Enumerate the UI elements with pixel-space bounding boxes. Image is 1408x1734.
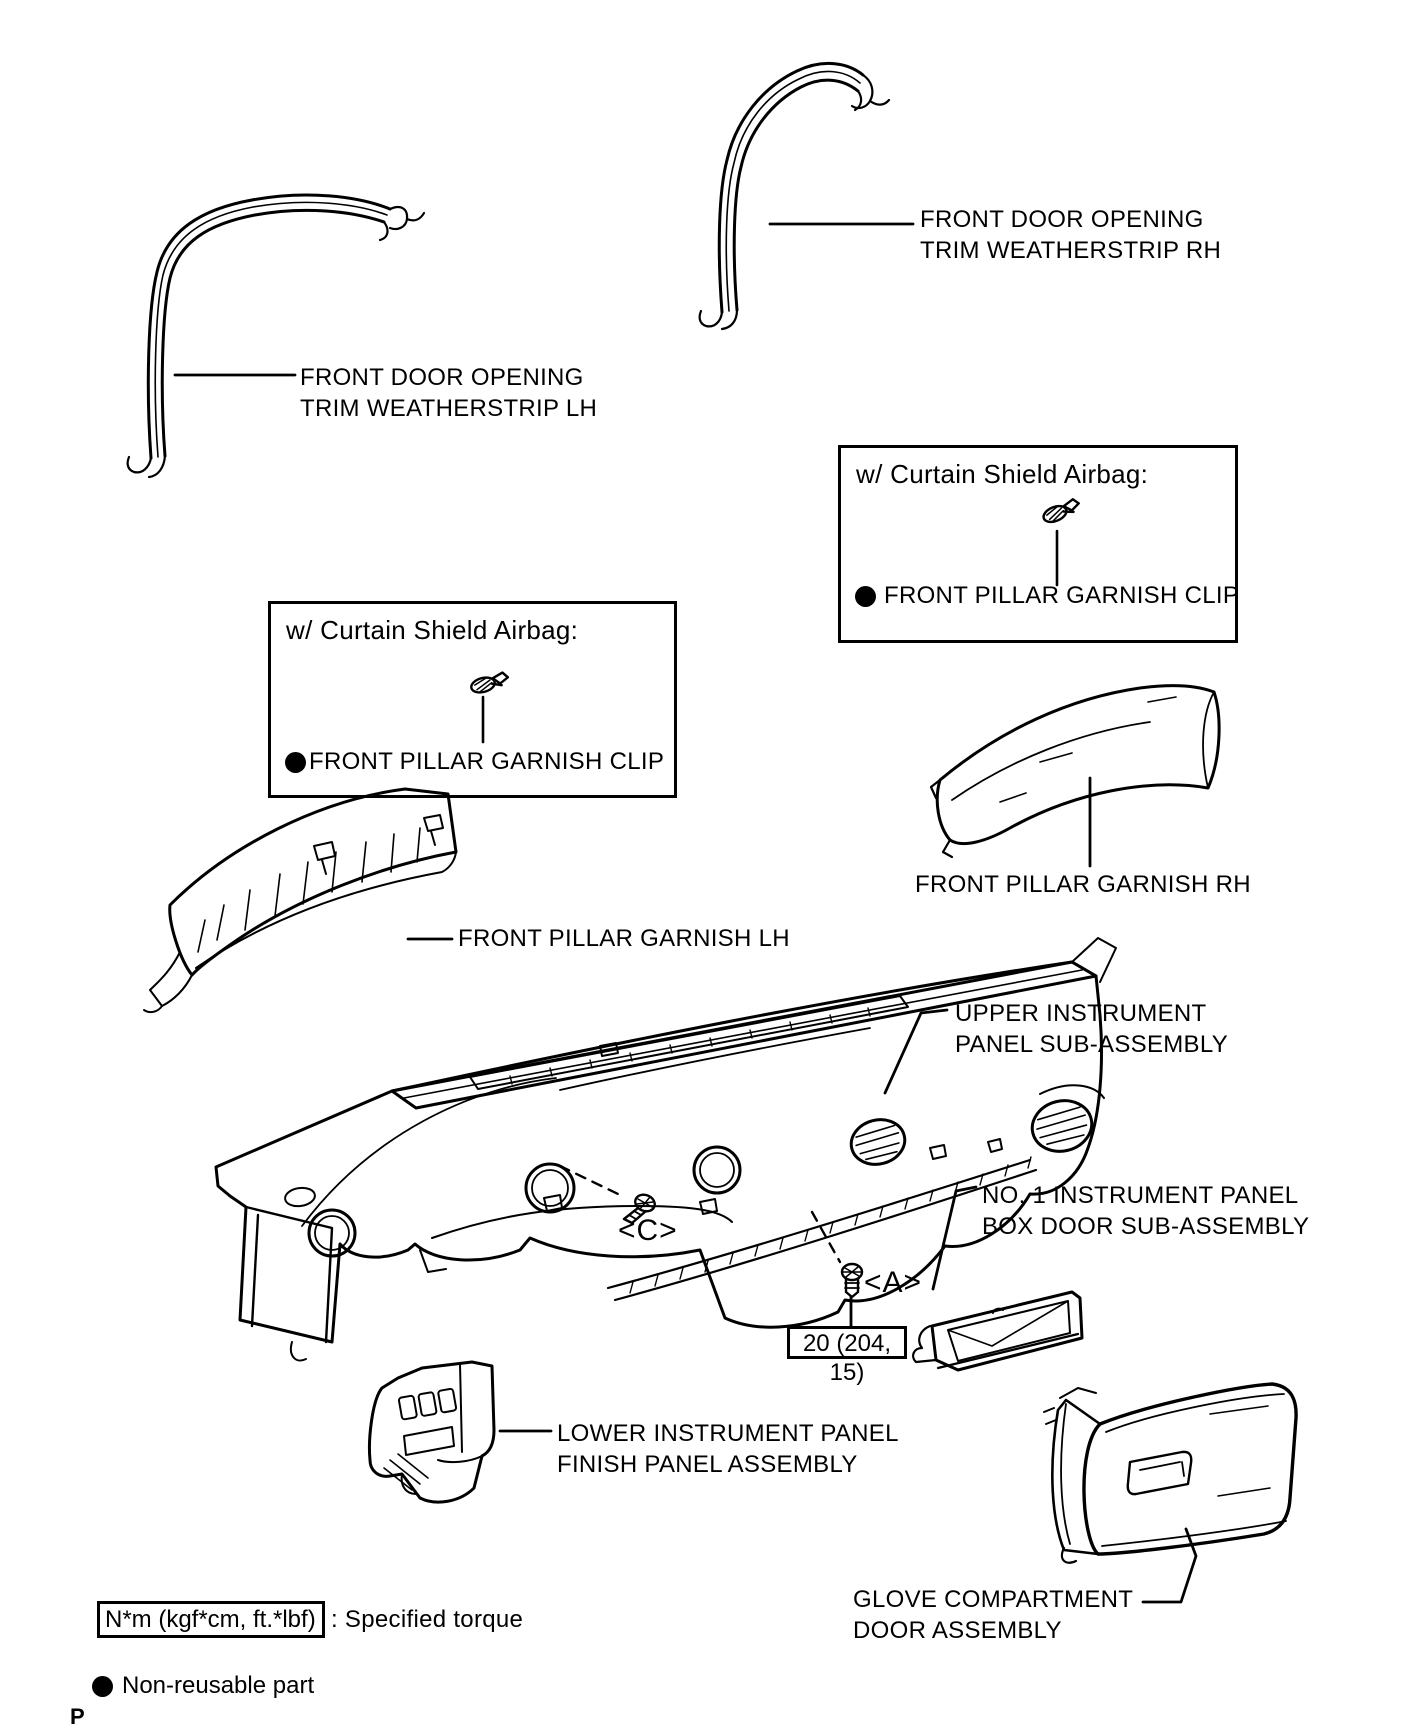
pillar-garnish-rh-drawing <box>931 686 1219 857</box>
fastener-marker-a: <A> <box>864 1266 923 1299</box>
weatherstrip-lh-drawing <box>128 195 424 477</box>
label-weatherstrip-rh: FRONT DOOR OPENING TRIM WEATHERSTRIP RH <box>920 206 1222 264</box>
legend-torque-unit-box: N*m (kgf*cm, ft.*lbf) <box>97 1601 325 1638</box>
label-upper-instrument-panel: UPPER INSTRUMENT PANEL SUB-ASSEMBLY <box>955 1000 1229 1058</box>
leader-upper-panel <box>885 1010 947 1093</box>
fastener-marker-c: <C> <box>618 1214 678 1247</box>
callout-title: w/ Curtain Shield Airbag: <box>286 615 579 645</box>
callout-curtain-airbag-rh <box>838 445 1238 643</box>
torque-spec-box: 20 (204, 15) <box>787 1326 907 1359</box>
non-reusable-dot-icon <box>855 586 876 607</box>
label-pillar-garnish-lh: FRONT PILLAR GARNISH LH <box>458 925 790 952</box>
screw-a-icon <box>842 1264 862 1297</box>
label-no1-box-door: NO. 1 INSTRUMENT PANEL BOX DOOR SUB-ASSEMBLY <box>982 1182 1310 1240</box>
page-footer-marker: P <box>70 1704 85 1729</box>
label-pillar-garnish-rh: FRONT PILLAR GARNISH RH <box>915 871 1251 898</box>
legend-non-reusable: Non-reusable part <box>92 1672 314 1700</box>
label-glove-door: GLOVE COMPARTMENT DOOR ASSEMBLY <box>853 1586 1134 1644</box>
glove-door-drawing <box>1044 1384 1296 1563</box>
fastener-dashed-lines <box>560 1166 840 1262</box>
callout-curtain-airbag-lh <box>268 601 677 798</box>
legend-torque-text: : Specified torque <box>331 1606 524 1633</box>
non-reusable-dot-icon <box>285 752 306 773</box>
lower-panel-drawing <box>370 1362 495 1502</box>
non-reusable-dot-icon <box>92 1676 113 1697</box>
weatherstrip-rh-drawing <box>700 63 889 329</box>
leader-lines <box>175 224 1196 1602</box>
dashed-line-a <box>812 1212 840 1262</box>
label-lower-finish-panel: LOWER INSTRUMENT PANEL FINISH PANEL ASSEMBLY <box>557 1420 899 1478</box>
label-weatherstrip-lh: FRONT DOOR OPENING TRIM WEATHERSTRIP LH <box>300 364 598 422</box>
callout-title: w/ Curtain Shield Airbag: <box>856 459 1149 489</box>
callout-item-label: FRONT PILLAR GARNISH CLIP <box>309 748 665 775</box>
callout-item-label: FRONT PILLAR GARNISH CLIP <box>884 582 1240 609</box>
pillar-garnish-lh-drawing <box>144 789 456 1012</box>
box-door-drawing <box>913 1292 1082 1370</box>
